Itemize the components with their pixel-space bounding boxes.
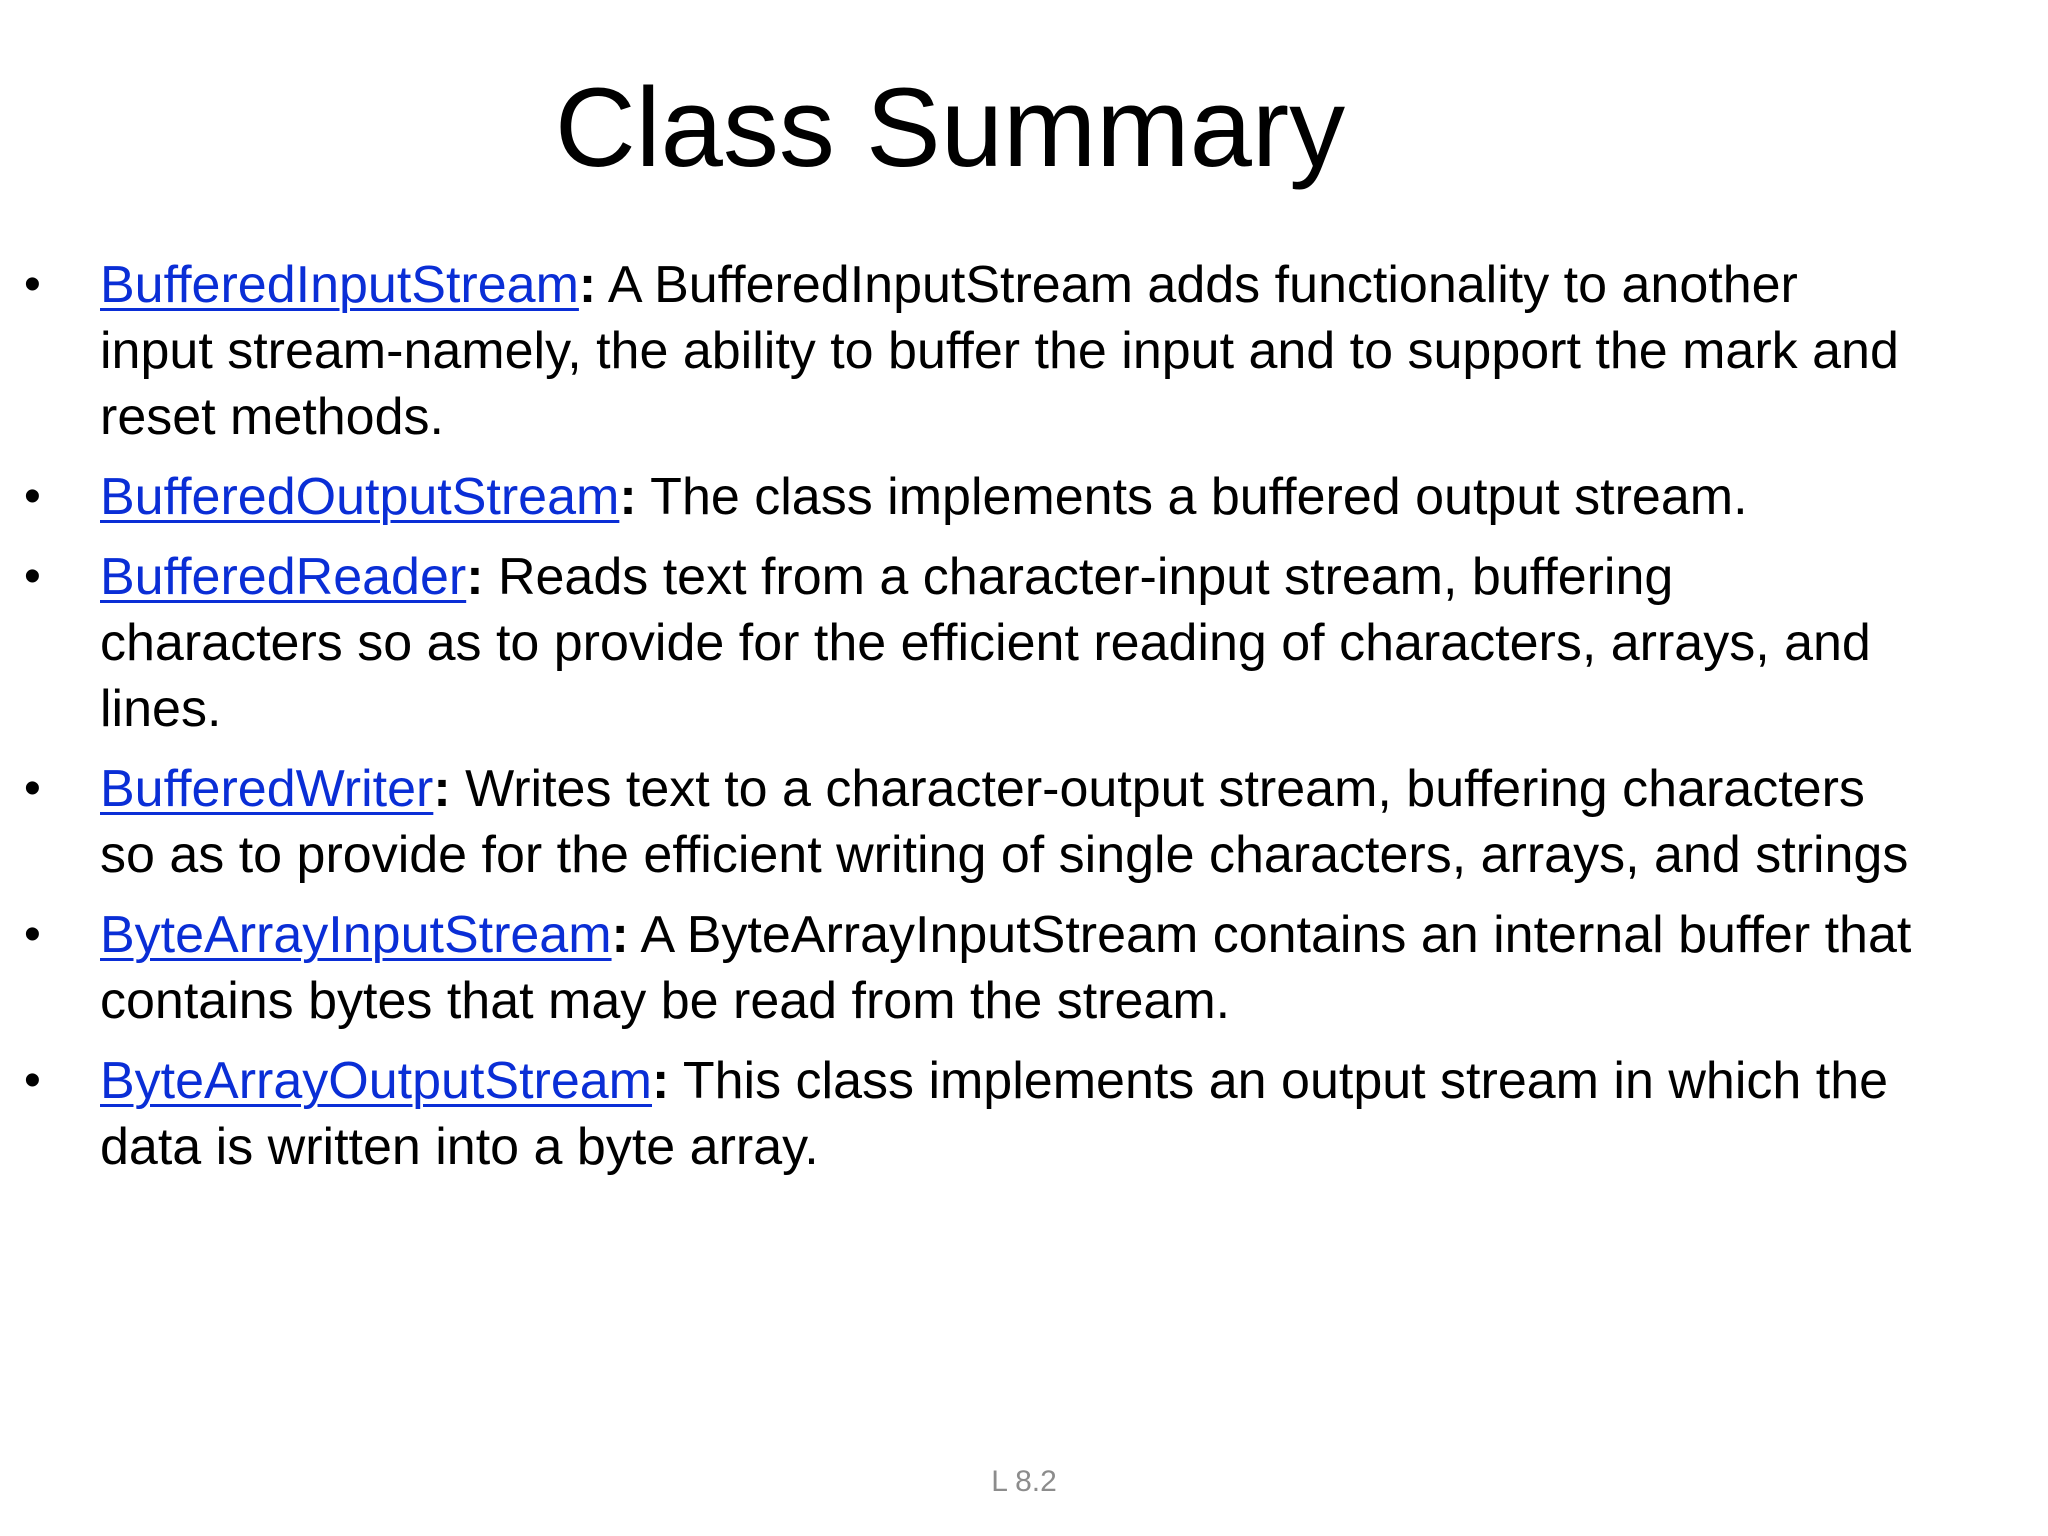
class-link-bufferedreader[interactable]: BufferedReader xyxy=(100,548,467,606)
class-description: A BufferedInputStream adds functionality to another input stream-namely, the ability to buffer the input and to support the mark and reset methods. xyxy=(100,256,1899,446)
class-description: This class implements an output stream in which the data is written into a byte array. xyxy=(100,1052,1889,1176)
bullet-icon: • xyxy=(24,1054,41,1107)
colon: : xyxy=(619,468,637,526)
class-link-bufferedoutputstream[interactable]: BufferedOutputStream xyxy=(100,468,620,526)
class-description: Writes text to a character-output stream, buffering characters so as to provide for the efficient writing of single characters, arrays, and strings xyxy=(100,760,1909,884)
list-item xyxy=(24,544,1924,742)
slide-number: L 8.2 xyxy=(991,1465,1057,1498)
colon: : xyxy=(578,256,597,314)
list-item xyxy=(24,252,1924,450)
colon: : xyxy=(652,1052,670,1110)
class-summary-list xyxy=(24,252,1924,1194)
bullet-icon: • xyxy=(24,550,41,603)
class-link-bytearrayinputstream[interactable]: ByteArrayInputStream xyxy=(100,906,612,964)
list-item xyxy=(24,756,1924,888)
class-link-bytearrayoutputstream[interactable]: ByteArrayOutputStream xyxy=(100,1052,652,1110)
list-item xyxy=(24,902,1924,1034)
colon: : xyxy=(433,760,451,818)
colon: : xyxy=(466,548,484,606)
bullet-icon: • xyxy=(24,762,41,815)
class-description: The class implements a buffered output stream. xyxy=(636,468,1748,526)
class-link-bufferedinputstream[interactable]: BufferedInputStream xyxy=(100,256,579,314)
list-item xyxy=(24,464,1924,530)
bullet-icon: • xyxy=(24,258,41,311)
colon: : xyxy=(611,906,629,964)
class-description: A ByteArrayInputStream contains an internal buffer that contains bytes that may be read from the stream. xyxy=(100,906,1912,1030)
bullet-icon: • xyxy=(24,908,41,961)
list-item xyxy=(24,1048,1924,1180)
slide-title: Class Summary xyxy=(554,65,1346,190)
class-link-bufferedwriter[interactable]: BufferedWriter xyxy=(100,760,434,818)
class-description: Reads text from a character-input stream, buffering characters so as to provide for the efficient reading of characters, arrays, and lines. xyxy=(100,548,1871,738)
bullet-icon: • xyxy=(24,470,41,523)
